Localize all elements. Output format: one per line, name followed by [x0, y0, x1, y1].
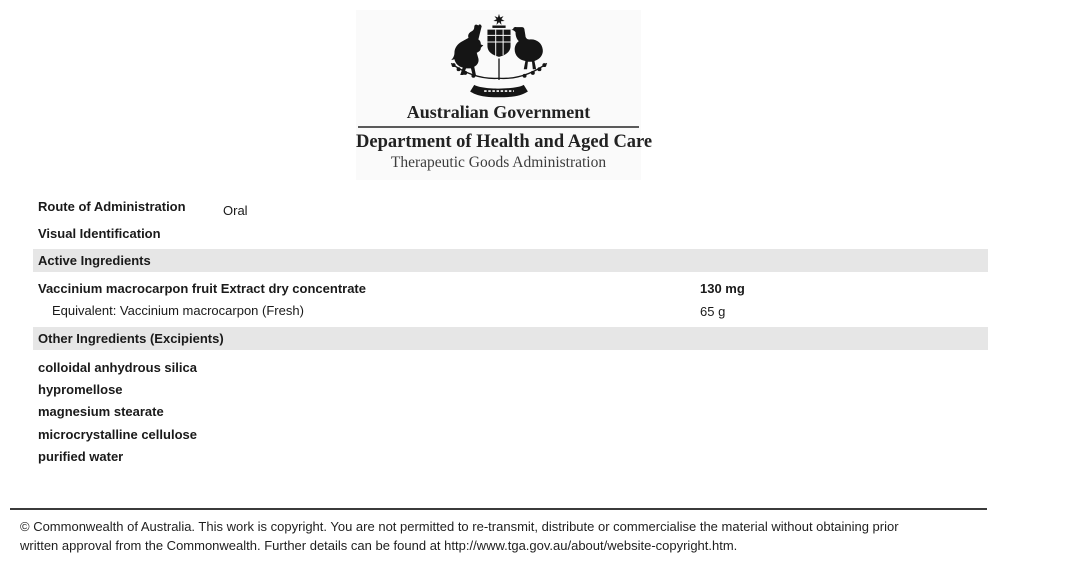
active-ingredient-name: Vaccinium macrocarpon fruit Extract dry concentrate	[38, 281, 366, 296]
shield	[487, 30, 510, 57]
commonwealth-star	[493, 14, 504, 25]
active-ingredient-equivalent: Equivalent: Vaccinium macrocarpon (Fresh)	[52, 303, 304, 318]
excipient-item: microcrystalline cellulose	[38, 426, 197, 442]
excipients-section-header	[33, 327, 988, 350]
route-of-administration-value: Oral	[223, 203, 248, 218]
active-ingredient-equivalent-quantity: 65 g	[700, 304, 726, 319]
visual-identification-label: Visual Identification	[38, 226, 161, 241]
excipient-item: purified water	[38, 448, 124, 464]
excipient-item: colloidal anhydrous silica	[38, 359, 197, 375]
footer-divider	[10, 508, 987, 510]
copyright-line-1: © Commonwealth of Australia. This work is copyright. You are not permitted to re-transmit, distribute or commercialise the material without obtaining prior	[20, 519, 899, 534]
excipient-item: hypromellose	[38, 381, 123, 397]
government-title: Australian Government	[406, 102, 591, 122]
active-ingredients-section-header	[33, 249, 988, 272]
copyright-line-2: written approval from the Commonwealth. Further details can be found at http://www.tga.gov.au/about/website-copyright.htm.	[20, 538, 738, 553]
emu	[513, 27, 543, 69]
excipients-list	[38, 356, 197, 467]
excipients-section-title: Other Ingredients (Excipients)	[38, 331, 224, 346]
active-ingredients-section-title: Active Ingredients	[38, 253, 151, 268]
letterhead-divider	[358, 126, 639, 128]
agency-letterhead	[356, 10, 653, 180]
australian-coat-of-arms-icon	[433, 12, 565, 100]
agency-subtitle: Therapeutic Goods Administration	[390, 154, 607, 171]
active-ingredient-quantity: 130 mg	[700, 281, 745, 296]
department-title: Department of Health and Aged Care	[356, 132, 653, 152]
route-of-administration-label: Route of Administration	[38, 199, 186, 214]
excipient-item: magnesium stearate	[38, 404, 164, 420]
copyright-notice	[20, 517, 1020, 555]
